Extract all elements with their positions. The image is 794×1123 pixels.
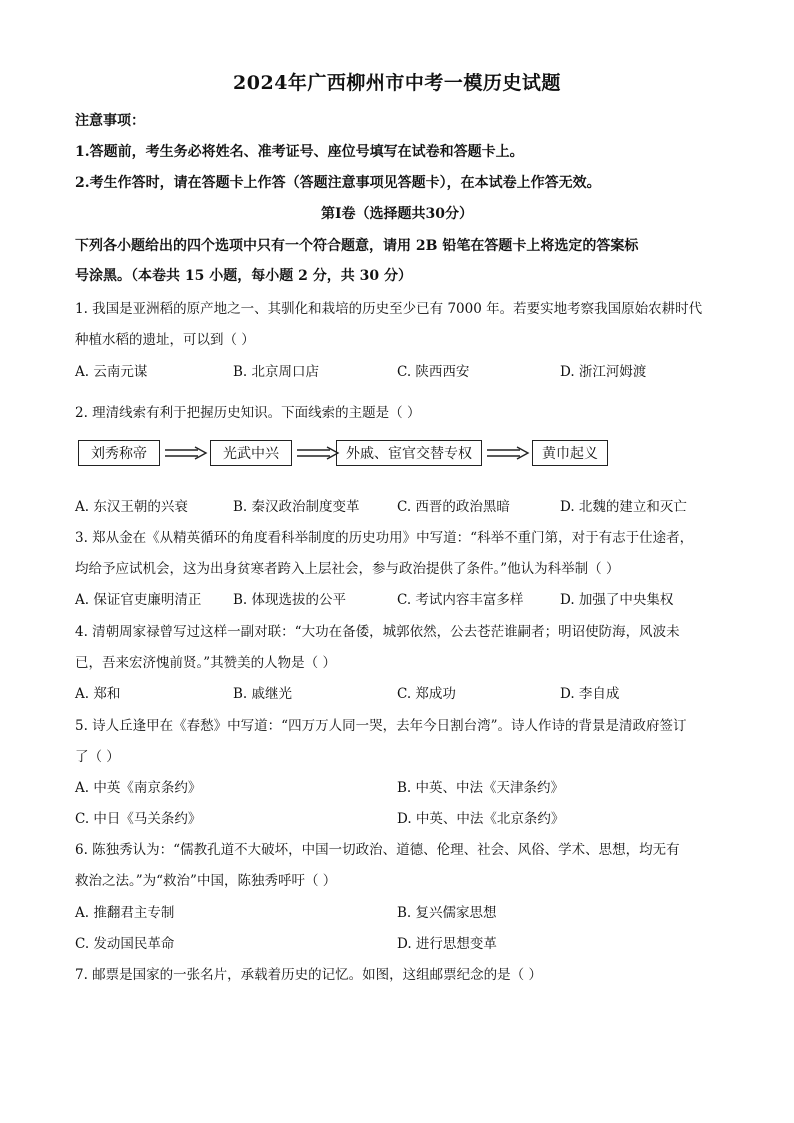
question-5-option-b: B. 中英、中法《天津条约》 (397, 780, 565, 796)
flow-arrow-3 (486, 446, 530, 460)
section-title: 第Ⅰ卷（选择题共30分） (320, 206, 474, 222)
question-4-option-b: B. 戚继光 (233, 686, 293, 702)
flow-box-3: 外戚、宦官交替专权 (336, 440, 482, 466)
question-2-option-b: B. 秦汉政治制度变革 (233, 499, 360, 515)
question-6-option-a: A. 推翻君主专制 (75, 905, 175, 921)
question-7-line-1: 7. 邮票是国家的一张名片，承载着历史的记忆。如图，这组邮票纪念的是（ ） (75, 967, 542, 983)
question-3-line-1: 3. 郑从金在《从精英循环的角度看科举制度的历史功用》中写道：“科举不重门第，对于有志于仕途者， (75, 530, 694, 546)
question-2-flow-diagram (78, 440, 718, 470)
question-3-option-b: B. 体现选拔的公平 (233, 592, 347, 608)
question-1-option-c: C. 陕西西安 (397, 364, 470, 380)
question-2-line-1: 2. 理清线索有利于把握历史知识。下面线索的主题是（ ） (75, 405, 421, 421)
notice-item-2: 2.考生作答时，请在答题卡上作答（答题注意事项见答题卡），在本试卷上作答无效。 (75, 175, 601, 191)
question-4-option-a: A. 郑和 (75, 686, 121, 702)
question-5-line-1: 5. 诗人丘逢甲在《春愁》中写道：“四万万人同一哭，去年今日割台湾”。诗人作诗的背景是清政府签订 (75, 718, 687, 734)
question-4-option-c: C. 郑成功 (397, 686, 456, 702)
question-5-option-c: C. 中日《马关条约》 (75, 811, 202, 827)
question-1-option-d: D. 浙江河姆渡 (560, 364, 647, 380)
question-2-option-a: A. 东汉王朝的兴衰 (75, 499, 188, 515)
section-instruction-1: 下列各小题给出的四个选项中只有一个符合题意，请用 2B 铅笔在答题卡上将选定的答案标 (75, 238, 639, 254)
question-3-option-c: C. 考试内容丰富多样 (397, 592, 524, 608)
flow-box-4: 黄巾起义 (532, 440, 608, 466)
question-6-option-b: B. 复兴儒家思想 (397, 905, 497, 921)
exam-title: 2024年广西柳州市中考一模历史试题 (233, 72, 561, 94)
question-6-option-d: D. 进行思想变革 (397, 936, 497, 952)
flow-box-2: 光武中兴 (210, 440, 292, 466)
question-1-line-2: 种植水稻的遗址，可以到（ ） (75, 332, 255, 348)
question-6-line-2: 救治之法。”为“救治”中国，陈独秀呼吁（ ） (75, 873, 337, 889)
question-3-line-2: 均给予应试机会，这为出身贫寒者跨入上层社会，参与政治提供了条件。”他认为科举制（ ） (75, 561, 620, 577)
question-2-option-c: C. 西晋的政治黑暗 (397, 499, 510, 515)
question-4-line-2: 已，吾来宏济愧前贤。”其赞美的人物是（ ） (75, 655, 336, 671)
flow-arrow-2 (296, 446, 340, 460)
flow-box-1: 刘秀称帝 (78, 440, 160, 466)
question-6-line-1: 6. 陈独秀认为：“儒教孔道不大破坏，中国一切政治、道德、伦理、社会、风俗、学术、思想，均无有 (75, 842, 680, 858)
question-3-option-d: D. 加强了中央集权 (560, 592, 674, 608)
flow-arrow-1 (164, 446, 208, 460)
question-5-option-d: D. 中英、中法《北京条约》 (397, 811, 565, 827)
question-6-option-c: C. 发动国民革命 (75, 936, 175, 952)
section-instruction-2: 号涂黑。（本卷共 15 小题，每小题 2 分，共 30 分） (75, 268, 412, 284)
notice-item-1: 1.答题前，考生务必将姓名、准考证号、座位号填写在试卷和答题卡上。 (75, 144, 524, 160)
question-1-option-a: A. 云南元谋 (75, 364, 148, 380)
question-3-option-a: A. 保证官吏廉明清正 (75, 592, 202, 608)
question-5-line-2: 了（ ） (75, 749, 120, 765)
question-1-option-b: B. 北京周口店 (233, 364, 320, 380)
question-5-option-a: A. 中英《南京条约》 (75, 780, 202, 796)
notice-heading: 注意事项： (75, 113, 145, 129)
question-2-option-d: D. 北魏的建立和灭亡 (560, 499, 687, 515)
question-1-line-1: 1. 我国是亚洲稻的原产地之一、其驯化和栽培的历史至少已有 7000 年。若要实地考察我国原始农耕时代 (75, 301, 703, 317)
question-4-line-1: 4. 清朝周家禄曾写过这样一副对联：“大功在备倭，城郭依然，公去苍茫谁嗣者；明诏使防海，风波未 (75, 624, 680, 640)
question-4-option-d: D. 李自成 (560, 686, 620, 702)
